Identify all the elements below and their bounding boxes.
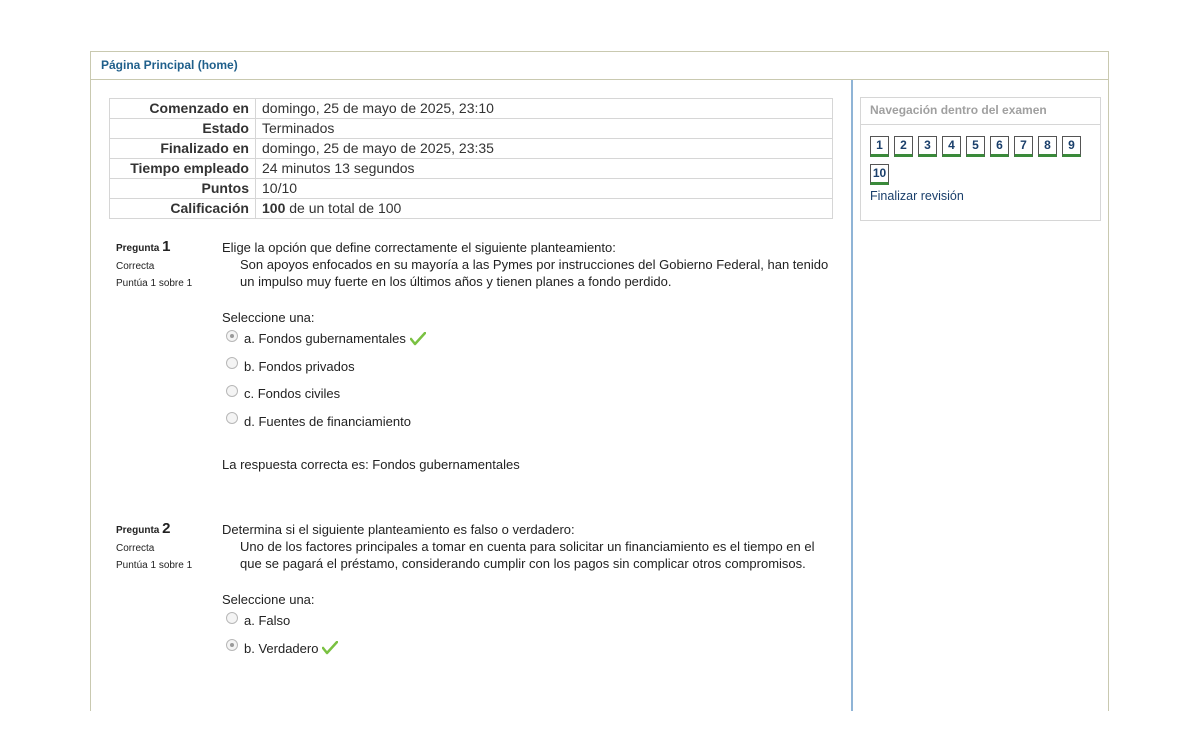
answer-option[interactable] — [222, 325, 832, 353]
question-nav-button[interactable]: 10 — [870, 164, 889, 185]
radio-button[interactable] — [226, 357, 238, 369]
summary-row — [110, 199, 833, 219]
answer-option[interactable] — [222, 408, 832, 436]
summary-value: domingo, 25 de mayo de 2025, 23:10 — [256, 99, 833, 119]
option-label: b. Fondos privados — [244, 358, 355, 374]
question-nav-button[interactable]: 3 — [918, 136, 937, 157]
question-nav-button[interactable]: 1 — [870, 136, 889, 157]
answer-option[interactable] — [222, 607, 832, 635]
answer-option[interactable] — [222, 635, 832, 663]
question-score: Puntúa 1 sobre 1 — [116, 560, 193, 571]
question-nav-button[interactable]: 9 — [1062, 136, 1081, 157]
page-frame — [90, 51, 1109, 711]
correct-check-icon — [410, 332, 426, 346]
radio-button[interactable] — [226, 612, 238, 624]
summary-key: Puntos — [110, 179, 256, 199]
grade-value: 100 — [262, 200, 286, 216]
question-number: 2 — [162, 520, 171, 537]
question-nav-button[interactable]: 5 — [966, 136, 985, 157]
summary-key: Tiempo empleado — [110, 159, 256, 179]
summary-row — [110, 159, 833, 179]
question-label: Pregunta — [116, 525, 160, 536]
radio-button[interactable] — [226, 639, 238, 651]
option-label: d. Fuentes de financiamiento — [244, 413, 411, 429]
question-stem: Uno de los factores principales a tomar en cuenta para solicitar un financiamiento es el tiempo en el que se pagará el préstamo, considerando cumplir con los pagos sin complicar otros compromisos. — [240, 539, 815, 571]
question-stem: Son apoyos enfocados en su mayoría a las Pymes por instrucciones del Gobierno Federal, han tenido un impulso muy fuerte en los últimos años y tienen planes a fondo perdido. — [240, 257, 829, 289]
radio-button[interactable] — [226, 330, 238, 342]
quiz-navigation-title: Navegación dentro del examen — [861, 98, 1100, 125]
option-label: b. Verdadero — [244, 640, 319, 656]
question-content — [222, 239, 832, 472]
correct-answer-feedback: La respuesta correcta es: Fondos gubernamentales — [222, 457, 520, 472]
option-label: a. Falso — [244, 613, 291, 629]
summary-value: Terminados — [256, 119, 833, 139]
quiz-navigation — [860, 97, 1101, 221]
finish-review-link[interactable]: Finalizar revisión — [870, 189, 964, 203]
summary-row — [110, 119, 833, 139]
summary-key: Finalizado en — [110, 139, 256, 159]
question-buttons — [870, 136, 1100, 192]
radio-button[interactable] — [226, 385, 238, 397]
question-status: Correcta — [116, 261, 155, 272]
radio-button[interactable] — [226, 412, 238, 424]
summary-value: 24 minutos 13 segundos — [256, 159, 833, 179]
option-label: c. Fondos civiles — [244, 386, 341, 402]
question-nav-button[interactable]: 4 — [942, 136, 961, 157]
breadcrumb — [91, 52, 1108, 80]
answer-option[interactable] — [222, 353, 832, 381]
summary-value: 10/10 — [256, 179, 833, 199]
summary-row — [110, 179, 833, 199]
column-divider — [851, 80, 853, 711]
question-info — [116, 238, 192, 295]
summary-key: Comenzado en — [110, 99, 256, 119]
summary-row — [110, 139, 833, 159]
attempt-summary-table — [109, 98, 833, 219]
question-status: Correcta — [116, 543, 155, 554]
question-nav-button[interactable]: 7 — [1014, 136, 1033, 157]
question-content — [222, 521, 832, 662]
summary-key: Estado — [110, 119, 256, 139]
select-prompt: Seleccione una: — [222, 592, 315, 607]
question-label: Pregunta — [116, 243, 160, 254]
summary-value: domingo, 25 de mayo de 2025, 23:35 — [256, 139, 833, 159]
summary-key: Calificación — [110, 199, 256, 219]
question-number: 1 — [162, 238, 171, 255]
question-score: Puntúa 1 sobre 1 — [116, 278, 193, 289]
correct-check-icon — [322, 641, 338, 655]
question-info — [116, 520, 192, 577]
question-nav-button[interactable]: 6 — [990, 136, 1009, 157]
select-prompt: Seleccione una: — [222, 310, 315, 325]
question-nav-button[interactable]: 2 — [894, 136, 913, 157]
answer-option[interactable] — [222, 380, 832, 408]
question-instruction: Elige la opción que define correctamente el siguiente planteamiento: — [222, 240, 616, 255]
summary-value — [256, 199, 833, 219]
summary-row — [110, 99, 833, 119]
option-label: a. Fondos gubernamentales — [244, 331, 406, 347]
grade-total: de un total de 100 — [285, 200, 402, 216]
question-instruction: Determina si el siguiente planteamiento es falso o verdadero: — [222, 522, 575, 537]
question-nav-button[interactable]: 8 — [1038, 136, 1057, 157]
home-link[interactable]: Página Principal (home) — [101, 58, 238, 72]
